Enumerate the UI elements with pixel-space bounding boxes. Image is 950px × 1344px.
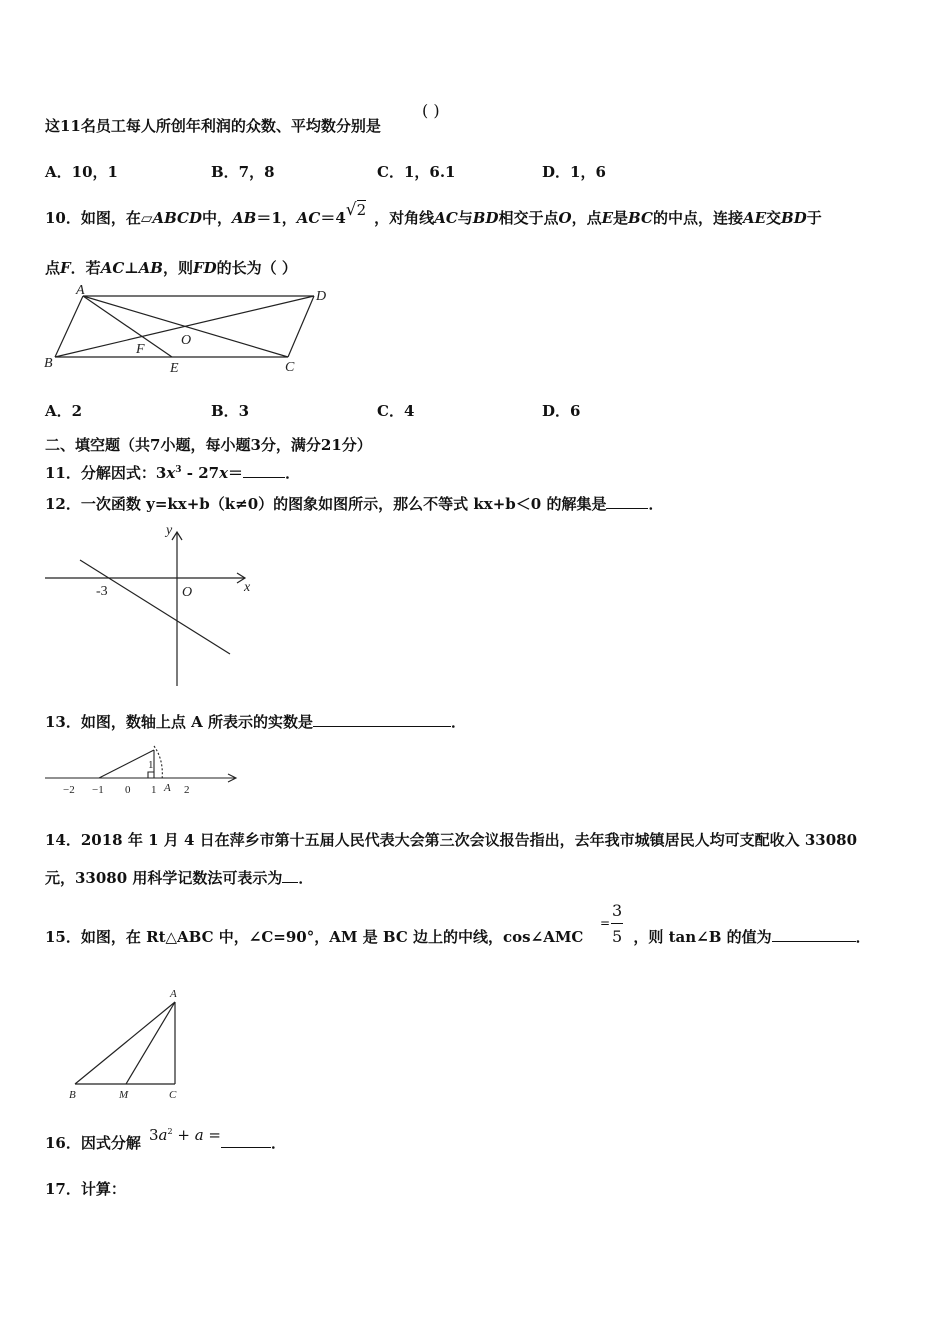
q9-option-b: B．7，8	[211, 163, 275, 181]
q10-option-d: D．6	[542, 402, 581, 420]
q14-line1: 14．2018 年 1 月 4 日在萍乡市第十五届人民代表大会第三次会议报告指出，去年我市城镇居民人均可支配收入 33080	[45, 831, 858, 849]
linear-function-graph	[40, 518, 270, 690]
q17-line: 17．计算：	[45, 1180, 126, 1198]
q15-line: 15．如图，在 Rt△ABC 中，∠C=90°，AM 是 BC 边上的中线，cos∠AMC ，则 tan∠B 的值为 ．	[45, 928, 871, 946]
tick-2: 2	[184, 784, 190, 796]
median-am	[126, 1002, 175, 1084]
label-b: B	[69, 1089, 76, 1101]
label-d: D	[316, 289, 327, 304]
q11-answer-blank	[243, 463, 285, 478]
right-triangle-figure	[60, 982, 195, 1104]
q14-answer-blank	[282, 868, 298, 883]
label-neg3: -3	[96, 584, 108, 599]
q9-option-d: D．1，6	[542, 163, 606, 181]
q15-equals: =	[600, 916, 611, 930]
q10-option-b: B．3	[211, 402, 250, 420]
label-m: M	[119, 1089, 129, 1101]
q14-line2: 元，33080 用科学记数法可表示为 ．	[45, 869, 314, 887]
q13-line: 13．如图，数轴上点 A 所表示的实数是 ．	[45, 713, 466, 731]
q16-line: 16．因式分解	[45, 1134, 141, 1152]
q10-line1: 10．如图，在▱ABCD中，AB＝1，AC＝4√2 ，对角线AC与BD相交于点O，点E是BC的中点，连接AE交BD于	[45, 200, 822, 227]
q9-option-c: C．1，6.1	[377, 163, 456, 181]
label-x: x	[244, 580, 251, 595]
tick-neg1: −1	[92, 784, 104, 796]
section-title-fill-blank: 二、填空题（共7小题，每小题3分，满分21分）	[45, 436, 372, 454]
label-origin: O	[182, 585, 193, 600]
label-y: y	[166, 523, 173, 538]
q10-option-c: C．4	[377, 402, 415, 420]
q12-answer-blank	[606, 494, 648, 509]
q15-fraction-num: 3	[612, 901, 623, 920]
q16-answer: ．	[221, 1133, 286, 1153]
tick-1: 1	[151, 784, 157, 796]
function-line	[80, 560, 230, 654]
label-a: A	[170, 988, 177, 1000]
hypotenuse	[99, 750, 154, 778]
q10-line2: 点F．若AC⊥AB，则FD的长为（ ）	[45, 259, 297, 277]
label-o: O	[181, 333, 192, 348]
label-c: C	[285, 360, 295, 375]
q9-stem: 这11名员工每人所创年利润的众数、平均数分别是	[45, 117, 381, 135]
q11-line: 11．分解因式：$3x^3 - 27x=$ ．	[45, 464, 301, 482]
sqrt-radicand: 2	[356, 201, 367, 219]
number-line-figure	[40, 742, 245, 800]
sqrt-sign: √	[345, 200, 357, 220]
q12-line: 12．一次函数 y=kx+b（k≠0）的图象如图所示，那么不等式 kx+b＜0 的解集是 ．	[45, 495, 664, 513]
label-e: E	[170, 361, 179, 376]
q10-option-a: A．2	[45, 402, 83, 420]
label-f: F	[136, 342, 145, 357]
side-ba	[75, 1002, 175, 1084]
q9-option-a: A．10，1	[45, 163, 118, 181]
q15-answer-blank	[772, 927, 856, 942]
q16-answer-blank	[221, 1133, 271, 1148]
tick-0: 0	[125, 784, 131, 796]
right-angle-mark	[148, 772, 154, 778]
tick-neg2: −2	[63, 784, 75, 796]
q15-fraction-den: 5	[612, 927, 623, 946]
side-ba	[55, 296, 83, 357]
q15-fraction-bar	[611, 923, 623, 924]
label-b: B	[44, 356, 53, 371]
parallelogram-figure	[40, 285, 340, 380]
label-c: C	[169, 1089, 177, 1101]
q13-answer-blank	[313, 712, 451, 727]
side-dc	[288, 296, 314, 357]
label-one: 1	[148, 759, 154, 771]
q9-paren: ( )	[422, 101, 440, 120]
q16-expression: $3a^2 + a$ =	[149, 1126, 221, 1144]
label-a: A	[76, 285, 85, 298]
label-a: A	[164, 782, 171, 794]
arc	[154, 746, 162, 780]
